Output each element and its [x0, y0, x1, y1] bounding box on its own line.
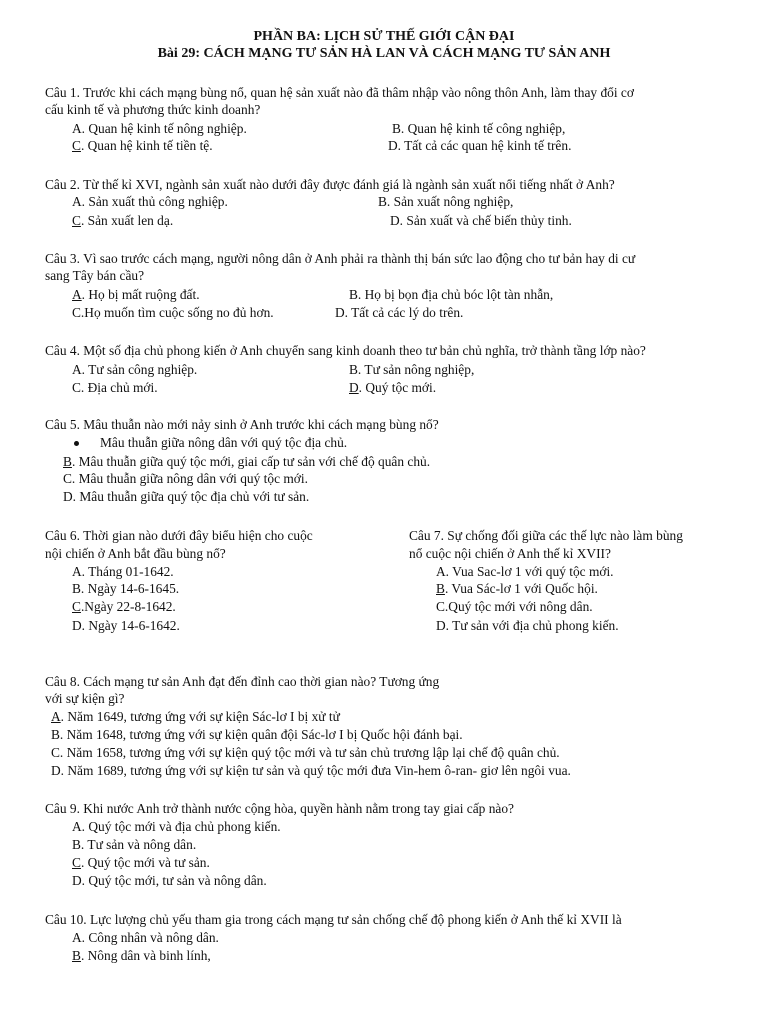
q1-stem-line2: cấu kinh tế và phương thức kinh doanh? — [45, 102, 261, 117]
q2-stem-line1: Câu 2. Từ thế kỉ XVI, ngành sản xuất nào dưới đây được đánh giá là ngành sản xuất nổi tiếng nhất ở Anh? — [45, 177, 615, 192]
q2-option-a: A. Sản xuất thủ công nghiệp. — [72, 194, 228, 209]
q5-option-d: D. Mâu thuẫn giữa quý tộc địa chủ với tư sản. — [63, 489, 310, 504]
q8-stem-line1: Câu 8. Cách mạng tư sản Anh đạt đến đỉnh cao thời gian nào? Tương ứng — [45, 674, 440, 689]
q6-stem-line1: Câu 6. Thời gian nào dưới đây biểu hiện cho cuộc — [45, 528, 313, 543]
option-text: .Ngày 22-8-1642. — [80, 599, 176, 614]
answer-letter: A — [51, 709, 61, 724]
q9-stem-line1: Câu 9. Khi nước Anh trở thành nước cộng hòa, quyền hành nằm trong tay giai cấp nào? — [45, 801, 514, 816]
q7-option-c: C.Quý tộc mới với nông dân. — [436, 599, 593, 614]
q5-option-b — [63, 453, 430, 470]
q7-option-b — [436, 580, 598, 597]
answer-letter: C — [72, 599, 81, 614]
answer-letter: B — [63, 454, 72, 469]
q6-option-d: D. Ngày 14-6-1642. — [72, 618, 180, 633]
option-text: . Năm 1649, tương ứng với sự kiện Sác-lơ I bị xử tử — [60, 709, 340, 724]
q4-option-d — [349, 379, 436, 396]
q9-option-c — [72, 854, 210, 871]
option-text: . Họ bị mất ruộng đất. — [81, 287, 200, 302]
q9-option-b: B. Tư sản và nông dân. — [72, 837, 197, 852]
option-text: . Sản xuất len dạ. — [80, 213, 174, 228]
q2-option-b: B. Sản xuất nông nghiệp, — [378, 194, 514, 209]
bullet-icon — [74, 441, 79, 446]
q10-stem-line1: Câu 10. Lực lượng chủ yếu tham gia trong cách mạng tư sản chống chế độ phong kiến ở Anh thế kỉ XVII là — [45, 912, 622, 927]
q3-option-a — [72, 286, 200, 303]
option-text: . Nông dân và binh lính, — [80, 948, 211, 963]
q10-option-b — [72, 947, 211, 964]
q9-option-a: A. Quý tộc mới và địa chủ phong kiến. — [72, 819, 281, 834]
answer-letter: C — [72, 855, 81, 870]
q3-option-d: D. Tất cả các lý do trên. — [335, 305, 464, 320]
q6-option-c — [72, 598, 176, 615]
q4-option-c: C. Địa chủ mới. — [72, 380, 158, 395]
option-text: . Quý tộc mới và tư sản. — [80, 855, 210, 870]
q4-option-b: B. Tư sản nông nghiệp, — [349, 362, 475, 377]
q8-option-c: C. Năm 1658, tương ứng với sự kiện quý tộc mới và tư sản chủ trương lập lại chế độ quân chủ. — [51, 745, 560, 760]
q1-option-a: A. Quan hệ kinh tế nông nghiệp. — [72, 121, 247, 136]
q7-stem-line2: nổ cuộc nội chiến ở Anh thế kỉ XVII? — [409, 546, 611, 561]
option-text: . Mâu thuẫn giữa quý tộc mới, giai cấp tư sản với chế độ quân chủ. — [71, 454, 431, 469]
q1-option-d: D. Tất cả các quan hệ kinh tế trên. — [388, 138, 572, 153]
q2-option-d: D. Sản xuất và chế biến thủy tinh. — [390, 213, 572, 228]
q7-option-a: A. Vua Sac-lơ 1 với quý tộc mới. — [436, 564, 614, 579]
q4-stem-line1: Câu 4. Một số địa chủ phong kiến ở Anh chuyển sang kinh doanh theo tư bản chủ nghĩa, trở thành tầng lớp nào? — [45, 343, 646, 358]
q7-option-d: D. Tư sản với địa chủ phong kiến. — [436, 618, 619, 633]
q1-stem-line1: Câu 1. Trước khi cách mạng bùng nổ, quan hệ sản xuất nào đã thâm nhập vào nông thôn Anh, làm thay đổi cơ — [45, 85, 634, 100]
q3-stem-line1: Câu 3. Vì sao trước cách mạng, người nông dân ở Anh phải ra thành thị bán sức lao động cho tư bản hay di cư — [45, 251, 636, 266]
q7-stem-line1: Câu 7. Sự chống đối giữa các thế lực nào làm bùng — [409, 528, 683, 543]
option-text: . Quan hệ kinh tế tiền tệ. — [80, 138, 213, 153]
q8-option-d: D. Năm 1689, tương ứng với sự kiện tư sản và quý tộc mới đưa Vin-hem ô-ran- giơ lên ngôi vua. — [51, 763, 571, 778]
q2-option-c — [72, 212, 173, 229]
answer-letter: A — [72, 287, 82, 302]
answer-letter: B — [72, 948, 81, 963]
lesson-title: Bài 29: CÁCH MẠNG TƯ SẢN HÀ LAN VÀ CÁCH MẠNG TƯ SẢN ANH — [157, 46, 611, 61]
answer-letter: C — [72, 138, 81, 153]
q3-stem-line2: sang Tây bán cầu? — [45, 268, 145, 283]
answer-letter: D — [349, 380, 359, 395]
part-title: PHẦN BA: LỊCH SỬ THẾ GIỚI CẬN ĐẠI — [253, 29, 515, 44]
q6-option-a: A. Tháng 01-1642. — [72, 564, 174, 579]
option-text: . Quý tộc mới. — [358, 380, 437, 395]
q5-stem-line1: Câu 5. Mâu thuẫn nào mới nảy sinh ở Anh trước khi cách mạng bùng nổ? — [45, 417, 439, 432]
q1-option-b: B. Quan hệ kinh tế công nghiệp, — [392, 121, 566, 136]
q6-stem-line2: nội chiến ở Anh bắt đầu bùng nổ? — [45, 546, 226, 561]
q10-option-a: A. Công nhân và nông dân. — [72, 930, 219, 945]
option-text: . Vua Sác-lơ 1 với Quốc hội. — [444, 581, 598, 596]
q8-option-b: B. Năm 1648, tương ứng với sự kiện quân đội Sác-lơ I bị Quốc hội đánh bại. — [51, 727, 463, 742]
q8-stem-line2: với sự kiện gì? — [45, 691, 125, 706]
q4-option-a: A. Tư sản công nghiệp. — [72, 362, 198, 377]
q5-option-c: C. Mâu thuẫn giữa nông dân với quý tộc mới. — [63, 471, 308, 486]
q6-option-b: B. Ngày 14-6-1645. — [72, 581, 180, 596]
q5-option-bullet: Mâu thuẫn giữa nông dân với quý tộc địa chủ. — [100, 435, 348, 450]
q3-option-c: C.Họ muốn tìm cuộc sống no đủ hơn. — [72, 305, 274, 320]
q1-option-c — [72, 137, 213, 154]
q9-option-d: D. Quý tộc mới, tư sản và nông dân. — [72, 873, 267, 888]
q8-option-a — [51, 708, 340, 725]
answer-letter: C — [72, 213, 81, 228]
answer-letter: B — [436, 581, 445, 596]
q3-option-b: B. Họ bị bọn địa chủ bóc lột tàn nhẫn, — [349, 287, 554, 302]
